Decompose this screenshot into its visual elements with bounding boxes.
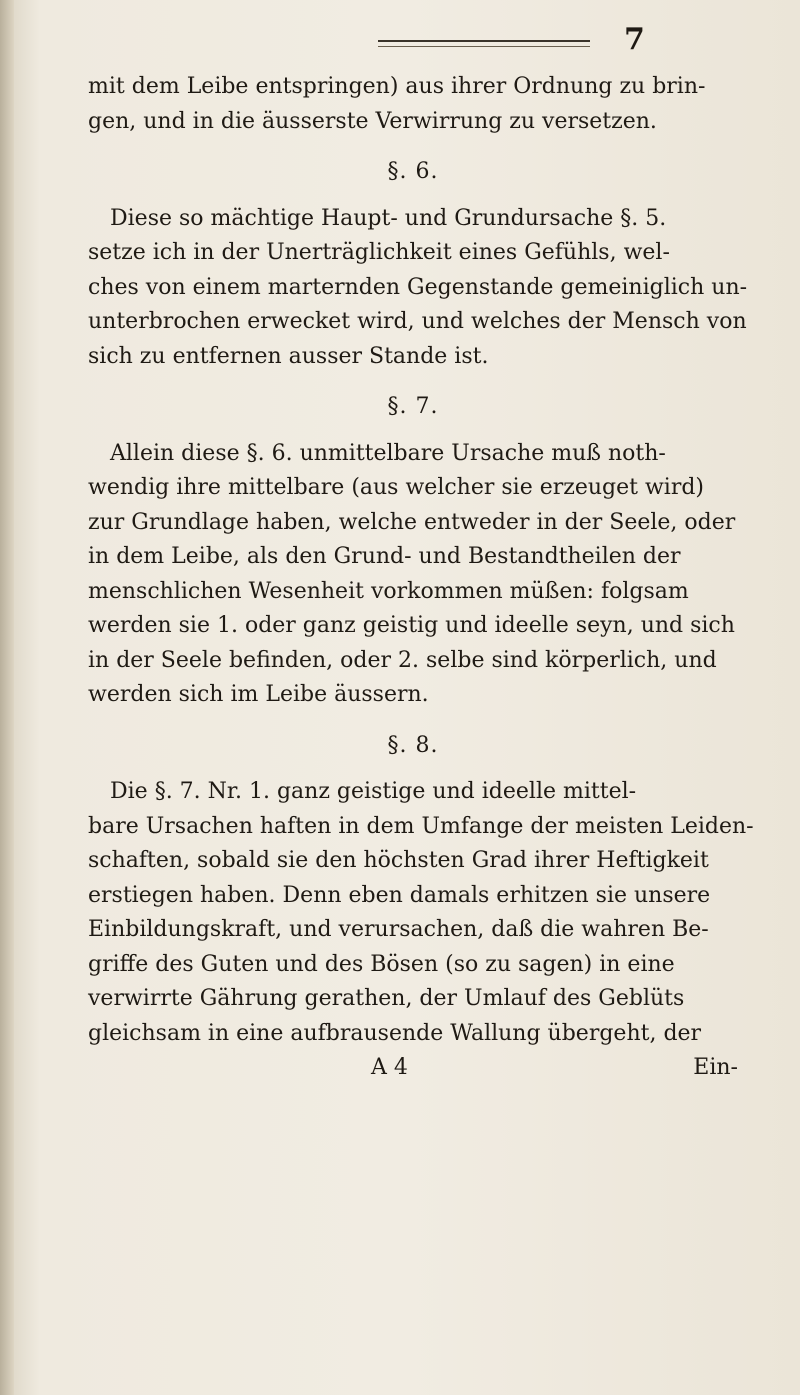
header-rule xyxy=(378,40,590,47)
text-line: setze ich in der Unerträglichkeit eines Gefühls, wel- xyxy=(88,240,670,265)
text-line: Die §. 7. Nr. 1. ganz geistige und ideelle mittel- xyxy=(110,779,637,804)
text-line: sich zu entfernen ausser Stande ist. xyxy=(88,343,489,369)
page-edge-shadow xyxy=(0,0,14,1395)
text-line: griffe des Guten und des Bösen (so zu sagen) in eine xyxy=(88,951,675,977)
body-text xyxy=(88,70,754,1085)
text-line: werden sie 1. oder ganz geistig und ideelle seyn, und sich xyxy=(88,613,735,638)
text-line: werden sich im Leibe äussern. xyxy=(88,682,429,707)
text-line: schaften, sobald sie den höchsten Grad ihrer Heftigkeit xyxy=(88,848,709,873)
text-line: gen, und in die äusserste Verwirrung zu versetzen. xyxy=(88,108,657,134)
text-line: verwirrte Gährung gerathen, der Umlauf des Geblüts xyxy=(88,986,685,1011)
page-number: 7 xyxy=(624,22,645,57)
text-line: wendig ihre mittelbare (aus welcher sie erzeuget wird) xyxy=(88,475,705,500)
text-line: in der Seele befinden, oder 2. selbe sind körperlich, und xyxy=(88,647,717,673)
text-line: zur Grundlage haben, welche entweder in der Seele, oder xyxy=(88,509,736,535)
signature-mark: A 4 xyxy=(371,1055,408,1080)
section-heading-7: §. 7. xyxy=(387,394,439,419)
text-line: gleichsam in eine aufbrausende Wallung übergeht, der xyxy=(88,1020,702,1046)
text-line: in dem Leibe, als den Grund- und Bestandtheilen der xyxy=(88,544,681,569)
text-line: Allein diese §. 6. unmittelbare Ursache muß noth- xyxy=(110,440,666,466)
text-line: erstiegen haben. Denn eben damals erhitzen sie unsere xyxy=(88,882,711,908)
text-line: Einbildungskraft, und verursachen, daß die wahren Be- xyxy=(88,917,709,942)
section-heading-8: §. 8. xyxy=(387,732,439,758)
catchword: Ein- xyxy=(693,1055,738,1080)
text-line: unterbrochen erwecket wird, und welches der Mensch von xyxy=(88,309,747,334)
text-line: Diese so mächtige Haupt- und Grundursache §. 5. xyxy=(110,205,667,231)
text-line: ches von einem marternden Gegenstande gemeiniglich un- xyxy=(88,274,748,300)
text-line: mit dem Leibe entspringen) aus ihrer Ordnung zu brin- xyxy=(88,74,706,99)
section-heading-6: §. 6. xyxy=(387,159,439,184)
text-line: menschlichen Wesenheit vorkommen müßen: folgsam xyxy=(88,578,689,604)
text-line: bare Ursachen haften in dem Umfange der meisten Leiden- xyxy=(88,813,754,839)
page-footer xyxy=(88,1051,738,1085)
